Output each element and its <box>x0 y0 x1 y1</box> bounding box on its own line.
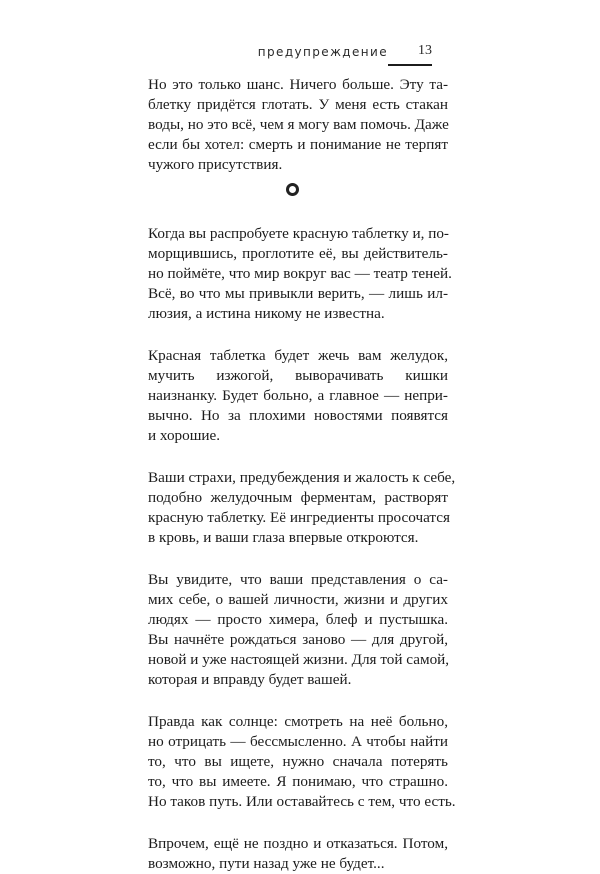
text-line: возможно, пути назад уже не будет... <box>148 855 385 872</box>
text-line: но поймёте, что мир вокруг вас — театр теней. <box>148 265 452 282</box>
text-line: чужого присутствия. <box>148 156 283 173</box>
top-paragraph <box>148 75 448 175</box>
text-line: Красная таблетка будет жечь вам желудок, <box>148 347 448 364</box>
paragraph <box>148 224 452 324</box>
running-header-title: предупреждение <box>257 45 388 59</box>
text-line: Всё, во что мы привыкли верить, — лишь ил- <box>148 285 448 302</box>
text-line: если бы хотел: смерть и понимание не терпят <box>148 136 448 153</box>
text-line: наизнанку. Будет больно, а главное — непри- <box>148 387 448 404</box>
text-line: люзия, а истина никому не известна. <box>148 305 385 322</box>
text-line: людях — просто химера, блеф и пустышка. <box>148 611 448 628</box>
text-line: Но это только шанс. Ничего больше. Эту та- <box>148 76 448 93</box>
text-line: мучить изжогой, выворачивать кишки <box>148 367 448 384</box>
body-text <box>148 224 456 874</box>
text-line: мих себе, о вашей личности, жизни и других <box>148 591 448 608</box>
text-line: Вы увидите, что ваши представления о са- <box>148 571 448 588</box>
text-line: которая и вправду будет вашей. <box>148 671 352 688</box>
text-line: новой и уже настоящей жизни. Для той самой, <box>148 651 450 668</box>
paragraph <box>148 346 448 446</box>
text-line: Ваши страхи, предубеждения и жалость к себе, <box>148 469 456 486</box>
text-line: морщившись, проглотите её, вы действитель- <box>148 245 448 262</box>
header-rule <box>388 64 432 66</box>
page-number: 13 <box>418 43 432 58</box>
text-line: то, что вы ищете, нужно сначала потерять <box>148 753 448 770</box>
text-line: вычно. Но за плохими новостями появятся <box>148 407 448 424</box>
text-line: то, что вы имеете. Я понимаю, что страшно. <box>148 773 448 790</box>
paragraph <box>148 834 448 874</box>
text-line: Правда как солнце: смотреть на неё больно, <box>148 713 448 730</box>
text-line: красную таблетку. Её ингредиенты просочатся <box>148 509 450 526</box>
text-line: и хорошие. <box>148 427 221 444</box>
paragraph <box>148 570 448 690</box>
text-line: воды, но это всё, чем я могу вам помочь. Даже <box>148 116 449 133</box>
paragraph <box>148 468 456 548</box>
text-line: в кровь, и ваши глаза впервые откроются. <box>148 529 419 546</box>
text-line: Впрочем, ещё не поздно и отказаться. Потом, <box>148 835 448 852</box>
text-line: блетку придётся глотать. У меня есть стакан <box>148 96 448 113</box>
text-line: Но таков путь. Или оставайтесь с тем, что есть. <box>148 793 456 810</box>
text-line: но отрицать — бессмысленно. А чтобы найти <box>148 733 448 750</box>
paragraph <box>148 712 456 812</box>
text-line: Когда вы распробуете красную таблетку и, по- <box>148 225 449 242</box>
paragraph <box>148 75 448 175</box>
text-line: подобно желудочным ферментам, растворят <box>148 489 448 506</box>
text-line: Вы начнёте рождаться заново — для другой, <box>148 631 448 648</box>
running-header <box>150 44 432 74</box>
section-break-ornament <box>286 183 299 196</box>
